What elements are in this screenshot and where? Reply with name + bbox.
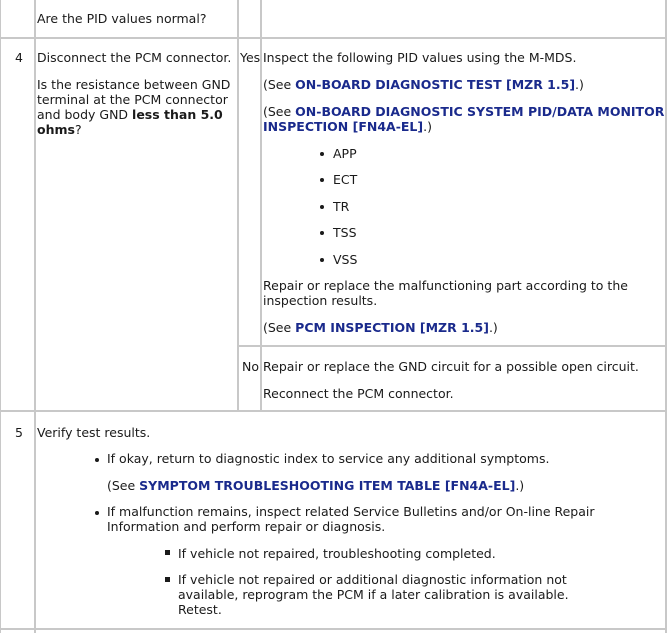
see-suffix: .) xyxy=(423,119,432,134)
result-malfunction-line-2: Information and perform repair or diagnosis. xyxy=(107,519,386,534)
table-border-left xyxy=(0,0,1,633)
pid-item: TR xyxy=(333,199,350,214)
link-pcm-inspection[interactable]: PCM INSPECTION [MZR 1.5] xyxy=(295,320,489,335)
result-malfunction-line-1: If malfunction remains, inspect related Service Bulletins and/or On-line Repair xyxy=(107,504,595,519)
see-suffix: .) xyxy=(488,320,498,335)
bullet-icon xyxy=(320,152,324,156)
see-suffix: .) xyxy=(575,77,584,92)
see-prefix: (See xyxy=(263,104,296,119)
see-suffix: .) xyxy=(515,478,525,493)
square-bullet-icon xyxy=(165,577,170,582)
sub-reprogram-line-2: available, reprogram the PCM if a later calibration is available. xyxy=(178,587,569,602)
sub-reprogram-line-3: Retest. xyxy=(178,602,222,617)
yes-inspect-text: Inspect the following PID values using the M-MDS. xyxy=(263,50,577,65)
bullet-icon xyxy=(95,458,99,462)
table-border-bottom xyxy=(0,628,667,630)
row-divider-yes-no xyxy=(237,345,667,347)
yes-see-2b xyxy=(263,119,432,134)
table-border-right xyxy=(665,0,667,633)
link-onboard-diagnostic-test[interactable]: ON-BOARD DIAGNOSTIC TEST [MZR 1.5] xyxy=(295,77,576,92)
row-divider-2 xyxy=(0,410,667,412)
table-border-result-col xyxy=(260,0,262,410)
bullet-icon xyxy=(320,258,324,262)
bullet-icon xyxy=(320,231,324,235)
see-prefix: (See xyxy=(107,478,140,493)
pid-item: TSS xyxy=(333,225,357,240)
yes-repair-line-2: inspection results. xyxy=(263,293,378,308)
question-line-2: terminal at the PCM connector xyxy=(37,92,228,107)
question-mark: ? xyxy=(74,122,82,137)
bullet-icon xyxy=(95,511,99,515)
yes-see-1 xyxy=(263,77,584,92)
question-line-3 xyxy=(37,107,223,122)
question-unit: ohms xyxy=(37,122,75,137)
row-divider-1 xyxy=(0,37,667,39)
yes-label: Yes xyxy=(240,50,261,65)
question-threshold: less than 5.0 xyxy=(132,107,223,122)
action-verify: Verify test results. xyxy=(37,425,151,440)
see-prefix: (See xyxy=(263,77,296,92)
result-okay: If okay, return to diagnostic index to service any additional symptoms. xyxy=(107,451,550,466)
square-bullet-icon xyxy=(165,550,170,555)
result-see xyxy=(107,478,524,493)
yes-see-3 xyxy=(263,320,498,335)
step-number-5: 5 xyxy=(15,425,23,440)
pid-item: VSS xyxy=(333,252,358,267)
bullet-icon xyxy=(320,178,324,182)
link-pid-monitor-inspection[interactable]: ON-BOARD DIAGNOSTIC SYSTEM PID/DATA MONITOR xyxy=(295,104,665,119)
table-border-action-col xyxy=(237,0,239,410)
question-line-1: Is the resistance between GND xyxy=(37,77,231,92)
link-pid-monitor-inspection-cont[interactable]: INSPECTION [FN4A-EL] xyxy=(263,119,424,134)
link-symptom-troubleshooting-table[interactable]: SYMPTOM TROUBLESHOOTING ITEM TABLE [FN4A-EL] xyxy=(139,478,516,493)
pid-item: APP xyxy=(333,146,357,161)
sub-not-repaired: If vehicle not repaired, troubleshooting completed. xyxy=(178,546,496,561)
step-number-4: 4 xyxy=(15,50,23,65)
yes-repair-line-1: Repair or replace the malfunctioning part according to the xyxy=(263,278,628,293)
see-prefix: (See xyxy=(263,320,296,335)
action-disconnect: Disconnect the PCM connector. xyxy=(37,50,232,65)
sub-reprogram-line-1: If vehicle not repaired or additional diagnostic information not xyxy=(178,572,567,587)
bullet-icon xyxy=(320,205,324,209)
yes-see-2a xyxy=(263,104,664,119)
prev-row-question: Are the PID values normal? xyxy=(37,11,207,26)
pid-item: ECT xyxy=(333,172,358,187)
question-line-4 xyxy=(37,122,82,137)
no-repair-text: Repair or replace the GND circuit for a possible open circuit. xyxy=(263,359,639,374)
question-text-3: and body GND xyxy=(37,107,129,122)
no-reconnect-text: Reconnect the PCM connector. xyxy=(263,386,454,401)
no-label: No xyxy=(242,359,259,374)
table-border-step-col xyxy=(34,0,36,633)
